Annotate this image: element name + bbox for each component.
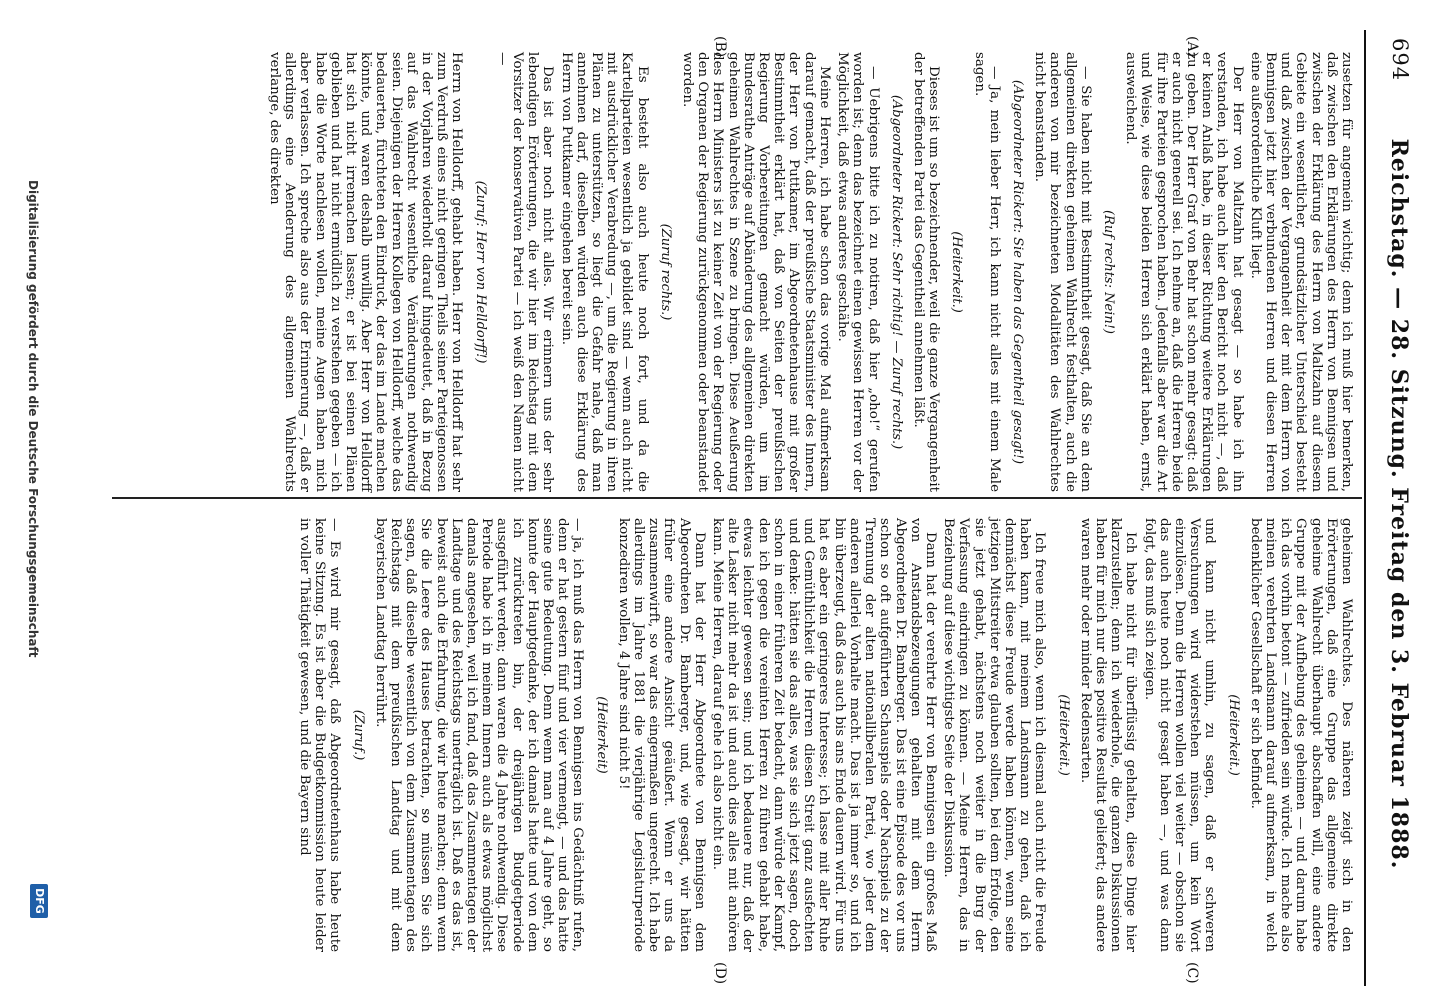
margin-marker-c: (C) — [1184, 962, 1200, 984]
paragraph: — ja, ich muß das Herrn von Bennigsen ins Gedächtniß rufen, denn er hat gestern fünf und vier vermengt, — und das hatte seine gute Bedeutung. Denn wenn man auf 4 Jahre geht, so konnte der Hauptgedanke, der ich damals hatte und von dem ich zurücktreten bin, der dreijährigen Budgetperiode ausgeführt werden; dann waren die 4 Jahre nothwendig. Diese Periode habe ich in meinem Innern auch als etwas möglichst damals angesehen, weil ich fand, daß das Zusammentagen der Landtage und des Reichstags unerträglich ist. Daß es das ist, beweist auch die Erfahrung, die wir heute machen; denn wenn Sie die Leere des Hauses betrachten, so müssen Sie sich sagen, daß dieselbe wesentlich von dem Zusammentagen des Reichstags mit dem preußischen Landtag und mit dem bayerischen Landtag herrührt. — [372, 518, 586, 952]
paragraph: — Uebrigens bitte ich zu notiren, daß hier „oho!“ gerufen worden ist; denn das bezeichnet einen gewissen Herren vor der Möglichkeit, daß etwas anderes geschähe. — [835, 52, 881, 492]
paragraph: Dann hat der verehrte Herr von Bennigsen ein großes Maß von Anstandsbezeugungen gehalten mit dem Herrn Abgeordneten Dr. Bamberger. Das ist eine Episode des vor uns schon so oft aufgeführten Schauspiels oder Nachspiels zu der Trennung der alten nationalliberalen Partei, wo jeder dem anderen allerlei Vorhalte macht. Das ist ja immer so, und ich bin überzeugt, daß das auch bis ans Ende dauern wird. Für uns hat es aber ein geringeres Interesse; ich lasse mit aller Ruhe und Gemüthlichkeit die Herren diesen Streit ganz ausfechten und denke: hätten sie das alles, was sie sich jetzt sagen, doch schon in einer früheren Zeit bedacht, dann würde der Kampf, den ich gegen die vereinten Herren zu führen gehabt habe, etwas leichter gewesen sein; und ich bedauere nur, daß der alte Lasker nicht mehr da ist und auch dies alles mit anhören kann. Meine Herren, darauf gehe ich also nicht ein. — [710, 518, 938, 952]
stage-direction: (Zuruf.) — [350, 709, 366, 761]
paragraph: zusetzen für angemein wichtig; denn ich muß hier bemerken, daß zwischen den Erklärungen des Herrn von Bennigsen und zwischen der Erklärung des Herrn von Maltzahn auf diesem Gebiete ein wesentlicher, grundsätzlicher Unterschied besteht und daß zwischen der Vergangenheit der mit dem Herrn von Bennigsen jetzt hier verbundenen Herren und diesen Herren eine außerordentliche Kluft liegt. — [1247, 52, 1354, 492]
paragraph: Meine Herren, ich habe schon das vorige Mal aufmerksam darauf gemacht, daß der preußische Staatsminister des Innern, der Herr von Puttkamer, im Abgeordnetenhause mit großer Bestimmtheit erklärt hat, daß von Seiten der preußischen Regierung Vorbereitungen gemacht würden, um im Bundesrathe Anträge auf Abänderung des allgemeinen direkten geheimen Wahlrechtes in Szene zu bringen. Diese Aeußerung des Herrn Ministers ist zu keiner Zeit von der Regierung oder den Organen der Regierung zurückgenommen oder beanstandet worden. — [680, 52, 832, 492]
paragraph: — Sie haben nicht mit Bestimmtheit gesagt, daß Sie an dem allgemeinen direkten geheimen Wahlrecht festhalten, auch die anderen von mir bezeichneten Modalitäten des Wahlrechtes nicht beanstanden. — [1032, 52, 1093, 492]
stage-direction: (Zuruf rechts.) — [657, 223, 673, 321]
stage-direction: (Heiterkeit.) — [1225, 694, 1241, 776]
stage-direction: (Heiterkeit.) — [949, 231, 965, 313]
paragraph: Ich habe nicht für überflüssig gehalten, diese Dinge hier klarzustellen; denn ich wiederhole, die ganzen Diskussionen haben für mich nur dies positive Resultat geliefert; das andere waren mehr oder minder Redensarten. — [1077, 518, 1139, 952]
paragraph: Ich freue mich also, wenn ich diesmal auch nicht die Freude haben kann, mit meinem Landsmann zu gehen, daß ich demnächst diese Freude werde haben können, wenn seine jetzigen Mitstreiter etwa glauben sollten, bei dem Erfolge, den sie jetzt gehabt, nächstens noch weiter in die Burg der Verfassung eindringen zu können. — Meine Herren, das in Beziehung auf diese wichtigste Seite der Diskussion. — [941, 518, 1048, 952]
paragraph: Das ist aber noch nicht alles. Wir erinnern uns der sehr lebendigen Erörterungen, die wir hier im Reichstag mit dem Vorsitzer der konservativen Partei — ich weiß den Namen nicht — — [494, 52, 556, 492]
paragraph: geheimen Wahlrechtes. Des näheren zeigt sich in den Erörterungen, daß eine Gruppe das allgemeine direkte geheime Wahlrecht überhaupt abschaffen will, eine andere Gruppe mit der Aufhebung des geheimen — und darum habe ich das vorhin betont — zufrieden sein würde. Ich mache also meinen verehrten Landsmann darauf aufmerksam, in welch bedenklicher Gesellschaft er sich befindet. — [1247, 518, 1354, 952]
paragraph: Herrn von Helldorff, gehabt haben. Herr von Helldorff hat sehr zum Verdruß eines nicht geringen Theils seiner Parteigenossen in der Vorjahren wiederholt darauf hingedeutet, daß in Bezug auf das Wahlrecht wesentliche Veränderungen nothwendig seien. Diejenigen der Herren Kollegen von Helldorff, welche das bedauerten, fürchteten den Eindruck, der das im Lande machen könnte, und waren deshalb unwillig. Aber Herr von Helldorff hat sich nicht irremachen lassen; er ist bei seinen Plänen geblieben und hat nicht ermüdlich zu verstehen gegeben — ich habe die Worte nachlesen wollen, meine Augen haben mich aber verlassen. Ich spreche also aus der Erinnerung —, daß er allerdings eine Aenderung des allgemeinen Wahlrechts verlange, des direkten — [267, 52, 465, 492]
paragraph: und kann nicht umhin, zu sagen, daß er schweren Versuchungen wird widerstehen müssen, um kein Wort einzulösen. Denn die Herren wollen viel weiter — obschon sie das auch heute noch nicht gesagt haben —, und was dann folgt, das muß sich zeigen. — [1141, 518, 1218, 952]
margin-marker-d: (D) — [712, 962, 728, 985]
header-rule — [1364, 30, 1366, 986]
right-column — [294, 518, 1354, 952]
margin-marker-a: (A) — [1184, 36, 1200, 58]
digitization-credit: Digitalisierung gefördert durch die Deutsche Forschungsgemeinschaft — [26, 180, 40, 658]
paragraph: Dieses ist um so bezeichnender, weil die ganze Vergangenheit der betreffenden Partei das Gegentheil annehmen läßt. — [910, 52, 942, 492]
stage-direction: (Zuruf: Herr von Helldorff!) — [472, 180, 488, 364]
margin-marker-b: (B) — [712, 36, 728, 58]
stage-direction: (Heiterkeit.) — [1055, 694, 1071, 776]
stage-direction: (Abgeordneter Rickert: Sie haben das Gegentheil gesagt!) — [1009, 79, 1025, 465]
column-divider — [112, 497, 1362, 499]
stage-direction: (Ruf rechts: Nein!) — [1100, 209, 1116, 335]
paragraph: Dann hat der Herr Abgeordnete von Bennigsen dem Abgeordneten Dr. Bamberger, und, wie gesagt, wir hätten früher eine andere Ansicht geäußert. Wenn er uns da zusammenwirft, so war das eingermaßen ungerecht. Ich habe allerdings im Jahre 1881 die vierjährige Legislaturperiode konzediren wollen, 4 Jahre sind nicht 5! — [615, 518, 707, 952]
left-column — [264, 52, 1354, 492]
stage-direction: (Abgeordneter Rickert: Sehr richtig! — Zuruf rechts.) — [888, 94, 904, 450]
paragraph: Es besteht also auch heute noch fort, und da die Kartellparteien wesentlich ja gebildet sind — wenn auch nicht mit ausdrücklicher Verabredung —, um die Regierung in ihren Plänen zu unterstützen, so liegt die Gefahr nahe, daß man annehmen darf, dieselben würden auch diese Erklärung des Herrn von Puttkamer eingehen bereit sein. — [558, 52, 650, 492]
paragraph: Der Herr von Maltzahn hat gesagt — so habe ich ihn verstanden, ich habe auch hier den Bericht noch nicht —, daß er keinen Anlaß habe, in dieser Richtung weitere Erklärungen zu geben. Der Herr Graf von Behr hat schon mehr gesagt: daß er auch nicht generell sei. Ich nehme an, daß die Herren beide für ihre Parteien gesprochen haben. Jedenfalls aber war die Art und Weise, wie diese beiden Herren sich erklärt haben, ernst, ausweichend. — [1123, 52, 1245, 492]
page-header — [1372, 38, 1428, 970]
dfg-logo: DFG — [30, 884, 48, 918]
stage-direction: (Heiterkeit) — [593, 696, 609, 774]
paragraph: — Ja, mein lieber Herr, ich kann nicht alles mit einem Male sagen. — [971, 52, 1002, 492]
paragraph: — Es wird mir gesagt, daß Abgeordnetenhaus habe heute keine Sitzung. Es ist aber die Budgetkommission heute leider in voller Thätigkeit gewesen, und die Bayern sind — [297, 518, 343, 952]
page-number: 694 — [1388, 38, 1412, 82]
page-title: Reichstag. — 28. Sitzung. Freitag den 3. Februar 1888. — [1386, 138, 1412, 870]
